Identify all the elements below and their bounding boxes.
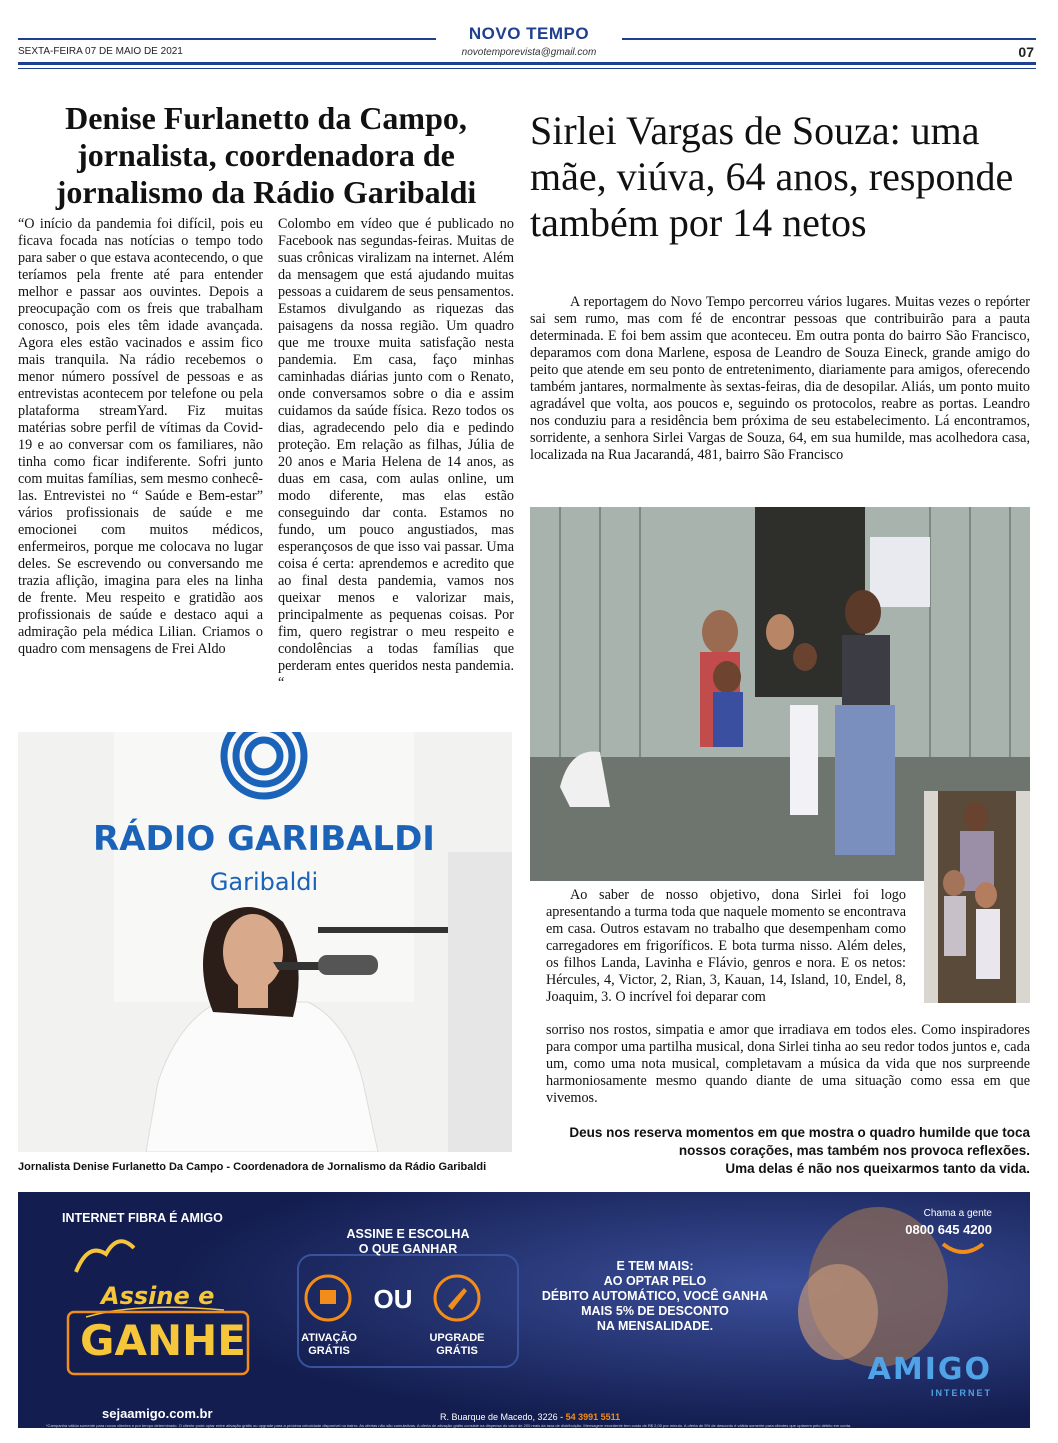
radio-sign-subtitle: Garibaldi bbox=[209, 868, 319, 896]
ad-more-line-4: MAIS 5% DE DESCONTO bbox=[581, 1304, 729, 1318]
advertisement-banner[interactable] bbox=[18, 1192, 1030, 1428]
ad-more-line-2: AO OPTAR PELO bbox=[603, 1274, 707, 1288]
contact-email[interactable]: novotemporevista@gmail.com bbox=[461, 47, 597, 58]
ad-choose-heading bbox=[298, 1227, 518, 1257]
ad-tagline: INTERNET FIBRA É AMIGO bbox=[62, 1211, 223, 1225]
ad-choose-line-2: O QUE GANHAR bbox=[358, 1242, 458, 1256]
ad-option1-line-1: ATIVAÇÃO bbox=[301, 1332, 357, 1344]
ad-option-upgrade bbox=[422, 1332, 492, 1358]
ad-option2-line-1: UPGRADE bbox=[429, 1332, 485, 1344]
ad-option1-line-2: GRÁTIS bbox=[308, 1345, 350, 1357]
ad-or-text: OU bbox=[373, 1284, 413, 1314]
ad-more-line-5: NA MENSALIDADE. bbox=[596, 1319, 714, 1333]
ad-address-phone[interactable]: 54 3991 5511 bbox=[565, 1412, 621, 1422]
ad-address bbox=[440, 1412, 620, 1422]
right-article-lead: A reportagem do Novo Tempo percorreu vários lugares. Muitas vezes o repórter sai sem rumo, mas com fé de encontrar pessoas que contribuirão para a pauta determinada. E foi bem assim que aconteceu. Em outra ponta do bairro São Francisco, deparamos com dona Marlene, esposa de Leandro de Souza Eineck, grande amigo do peito que atende em seu ponto de entretenimento, diariamente para amigos, oferecendo também jantares, normalmente às sextas-feiras, dia de desopilar. Aliás, um ponto muito agradável que volta, aos poucos e, seguindo os protocolos, reabre as portas. Leandro nos conduziu para a residência bem próxima de seu estabelecimento. Lá encontramos, sorridente, a senhora Sirlei Vargas de Souza, 64, em sua humilde, mas acolhedora casa, localizada na Rua Jacarandá, 481, bairro São Francisco bbox=[530, 294, 1030, 463]
ad-website[interactable]: sejaamigo.com.br bbox=[102, 1406, 213, 1421]
ad-assine-text: Assine e bbox=[101, 1282, 215, 1310]
newspaper-title: NOVO TEMPO bbox=[468, 24, 590, 43]
left-article-headline: Denise Furlanetto da Campo, jornalista, coordenadora de jornalismo da Rádio Garibaldi bbox=[55, 100, 477, 210]
pull-quote-line-1: Deus nos reserva momentos em que mostra o quadro humilde que toca bbox=[569, 1125, 1030, 1140]
radio-studio-photo bbox=[18, 732, 512, 1152]
issue-date: SEXTA-FEIRA 07 DE MAIO DE 2021 bbox=[18, 46, 183, 57]
ad-fineprint: *Campanha válida somente para novos clientes e por tempo determinado. O cliente pode optar entre ativação grátis ou upgrade para a próxima velocidade disponível no bairro. As ofertas não são cumulativas. A oferta de ativação grátis consiste na dispensa do valor de 200 reais da taxa de distribuição. Mensagem excedente tem custo de R$ 2,00 por minuto. A oferta de 5% de desconto é válida somente para clientes que optarem pelo débito em conta. bbox=[46, 1423, 852, 1428]
ad-extra-offer bbox=[530, 1259, 780, 1334]
page-number: 07 bbox=[1018, 44, 1034, 60]
ad-more-line-3: DÉBITO AUTOMÁTICO, VOCÊ GANHA bbox=[541, 1289, 769, 1303]
ad-option2-line-2: GRÁTIS bbox=[436, 1345, 478, 1357]
radio-sign-title: RÁDIO GARIBALDI bbox=[93, 819, 435, 859]
ad-more-line-1: E TEM MAIS: bbox=[616, 1259, 694, 1273]
header-rule-main bbox=[18, 62, 1036, 65]
amigo-logo: AMIGO bbox=[867, 1352, 992, 1387]
amigo-logo-sub: INTERNET bbox=[931, 1388, 992, 1398]
pull-quote-line-3: Uma delas é não nos queixarmos tanto da vida. bbox=[725, 1161, 1030, 1176]
right-article-body-a: Ao saber de nosso objetivo, dona Sirlei foi logo apresentando a turma toda que naquele momento se encontrava em casa. Outros estavam no trabalho que desempenham como carregadores em frigoríficos. E bota turma nisso. Além deles, os filhos Landa, Lavinha e Flávio, genros e nora. E os netos: Hércules, 4, Victor, 2, Rian, 3, Kauan, 14, Island, 10, Endel, 8, Joaquim, 3. O incrível foi deparar com bbox=[546, 887, 906, 1005]
ad-call-label: Chama a gente bbox=[923, 1208, 992, 1219]
ad-choose-line-1: ASSINE E ESCOLHA bbox=[346, 1227, 470, 1241]
right-article-body-b: sorriso nos rostos, simpatia e amor que irradiava em todos eles. Como inspiradores para compor uma partilha musical, dona Sirlei tinha ao seu redor todos juntos e, cada um, como uma nota musical, completavam a música da vida que nos surpreende harmoniosamente mesmo quando diante de uma situação como essa em que vivemos. bbox=[546, 1022, 1030, 1106]
photo-caption: Jornalista Denise Furlanetto Da Campo - Coordenadora de Jornalismo da Rádio Garibaldi bbox=[18, 1161, 487, 1173]
left-article-column-2: Colombo em vídeo que é publicado no Facebook nas segundas-feiras. Muitas de suas crônicas viralizam na internet. Além da mensagem que está ajudando muitas pessoas a cuidarem de seus pensamentos. Estamos divulgando as riquezas das paisagens da nossa região. Um quadro que me trouxe muita satisfação nesta pandemia. Em casa, faço minhas caminhadas diárias junto com o Renato, onde conversamos sobre o dia e assim cuidamos da saúde física. Rezo todos os dias, agradecendo pelo dia e pedindo proteção. Em relação as filhas, Júlia de 20 anos e Maria Helena de 14 anos, as duas em casa, com aulas online, um modo diferente, mas elas estão conseguindo dar conta. Estamos no fundo, um pouco angustiados, mas esperançosos de que isso vai passar. Uma coisa é certa: aprendemos e acredito que ao final desta pandemia, vamos nos queixar menos e valorizar mais, principalmente as pequenas coisas. Por fim, quero registrar o meu respeito e condolências a todas famílias que perderam entes queridos nesta pandemia. “ bbox=[278, 216, 514, 691]
mother-children-photo bbox=[924, 791, 1030, 1003]
ad-phone[interactable]: 0800 645 4200 bbox=[905, 1222, 992, 1237]
left-article-column-1: “O início da pandemia foi difícil, pois eu ficava focada nas notícias o tempo todo para saber o que estava acontecendo, o que teríamos pela frente até para entender melhor e passar aos ouvintes. Depois a preocupação com os freis que trabalham conosco, pois eles têm idade avançada. Agora eles estão vacinados e assim fico mais tranquila. Na rádio recebemos o menor número possível de pessoas e as entrevistas acontecem por telefone ou pela plataforma streamYard. Fiz muitas matérias sobre perfil de vítimas da Covid-19 e ao conversar com os familiares, não tinha como ficar indiferente. Sofri junto com muitas famílias, sem mesmo conhecê-las. Entrevistei no “ Saúde e Bem-estar” vários profissionais de saúde e me emocionei com muitos médicos, enfermeiros, porque me colocava no lugar deles. Se escrevendo ou conversando me trazia aflição, imagina para eles na linha de frente. Meu respeito e gratidão aos profissionais de saúde e destaco aqui a admiração pela médica Lilian. Criamos o quadro com mensagens de Frei Aldo bbox=[18, 216, 263, 657]
right-article-headline: Sirlei Vargas de Souza: uma mãe, viúva, 64 anos, responde também por 14 netos bbox=[530, 108, 1014, 245]
ad-option-activation bbox=[296, 1332, 362, 1358]
header-rule-thin bbox=[18, 68, 1036, 69]
ad-address-text: R. Buarque de Macedo, 3226 - bbox=[440, 1412, 566, 1422]
pull-quote bbox=[510, 1124, 1030, 1178]
pull-quote-line-2: nossos corações, mas também nos provoca reflexões. bbox=[678, 1143, 1030, 1158]
ad-ganhe-text: GANHE bbox=[80, 1316, 246, 1365]
